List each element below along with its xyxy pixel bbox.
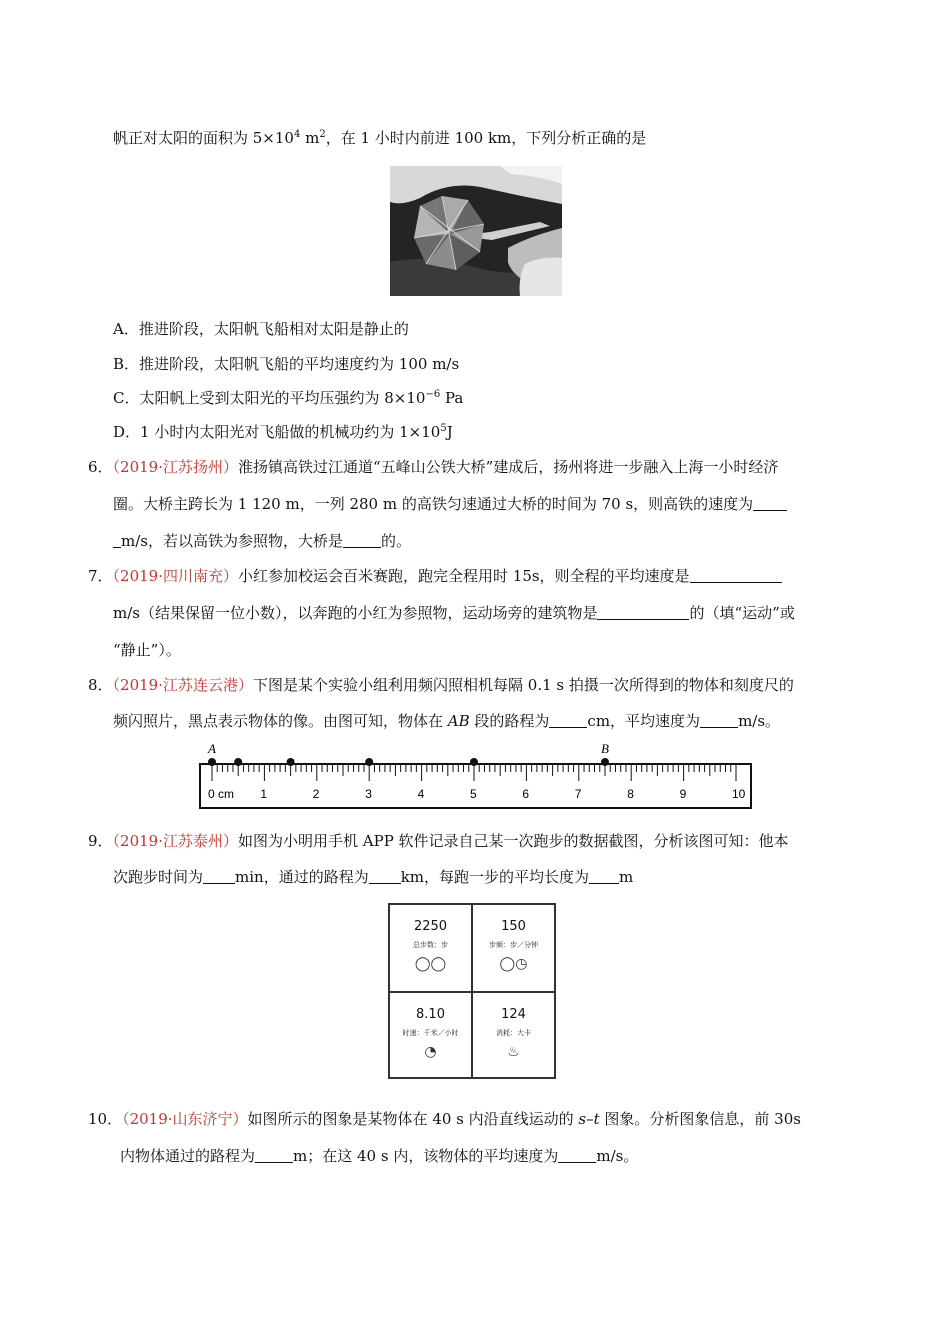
q8-text-1: 下图是某个实验小组利用频闪照相机每隔 0.1 s 拍摄一次所得到的物体和刻度尺的 [253,676,794,694]
q10-text-2a: 内物体通过的路程为 [120,1147,256,1165]
q10-text-1b: 图象。分析图象信息，前 30s [599,1110,801,1128]
q7-number: 7． [88,567,113,585]
q7-line-3: “静止”）。 [113,641,181,659]
strobe-dot [601,758,609,766]
q7-line-1 [88,566,782,586]
q7-text-2b: 的（填“运动”或 [689,604,795,622]
footprints-icon: ◯◯ [414,956,447,972]
q9-blank-time[interactable] [203,869,235,884]
ruler-tick-label: 0 cm [208,787,235,801]
strobe-dot [234,758,242,766]
q8-line-1 [88,675,794,695]
point-a-label: A [208,741,216,756]
q10-blank-distance[interactable] [255,1148,293,1163]
q6-text-2: 圈。大桥主跨长为 1 120 m，一列 280 m 的高铁匀速通过大桥的时间为 70 s，则高铁的速度为 [113,495,754,513]
q10-number: 10． [88,1110,123,1128]
point-b-label: B [601,741,609,756]
steps-value: 2250 [413,919,448,934]
q8-text-2b: 段的路程为 [469,712,550,730]
q9-blank-distance[interactable] [369,869,401,884]
q8-line-2 [113,711,780,731]
q6-blank-speed-cont[interactable] [113,533,121,548]
flame-icon: ♨ [507,1044,520,1060]
cadence-label: 步频：步／分钟 [489,941,538,949]
app-cell-speed [390,993,471,1078]
app-cell-cadence [473,905,554,990]
q5-intro-line [113,128,646,148]
calories-label: 消耗：大卡 [496,1029,531,1037]
q6-line-2 [113,494,787,514]
q9-source: （2019·江苏泰州） [112,832,238,850]
q8-number: 8． [88,676,113,694]
solar-sail-illustration [390,166,562,296]
q8-text-2a: 频闪照片，黑点表示物体的像。由图可知，物体在 [113,712,448,730]
q7-source: （2019·四川南充） [112,567,238,585]
q9-text-2b: min，通过的路程为 [235,868,369,886]
q9-line-1 [88,831,789,851]
q8-source: （2019·江苏连云港） [112,676,253,694]
q5-option-c-unit: Pa [440,389,464,407]
q6-number: 6． [88,458,113,476]
q5-intro-tail: ，在 1 小时内前进 100 km，下列分析正确的是 [325,129,647,147]
q6-line-3 [113,531,411,551]
q7-text-2a: m/s（结果保留一位小数），以奔跑的小红为参照物，运动场旁的建筑物是 [113,604,598,622]
q6-text-3a: m/s，若以高铁为参照物，大桥是 [121,532,343,550]
ruler-tick-label: 9 [679,787,687,801]
strobe-dot [470,758,478,766]
ruler-tick-label: 8 [627,787,634,801]
q10-text-1a: 如图所示的图象是某物体在 40 s 内沿直线运动的 [247,1110,579,1128]
q6-text-1: 淮扬镇高铁过江通道“五峰山公铁大桥”建成后，扬州将进一步融入上海一小时经济 [238,458,779,476]
q5-option-c-text: C．太阳帆上受到太阳光的平均压强约为 8×10 [113,389,426,407]
q6-source: （2019·江苏扬州） [112,458,238,476]
ruler-tick-label: 6 [522,787,530,801]
ruler-tick-label: 1 [260,787,268,801]
ruler-tick-label: 4 [417,787,425,801]
q5-intro-unit: m [300,129,320,147]
speed-value: 8.10 [416,1007,445,1022]
q5-intro-unit-exp: 2 [319,129,326,140]
steps-label: 总步数：步 [413,941,448,949]
q8-blank-distance[interactable] [549,713,587,728]
q9-line-2 [113,867,633,887]
q5-option-a: A．推进阶段，太阳帆飞船相对太阳是静止的 [113,320,409,338]
q9-text-2d: m [619,868,634,886]
q7-line-2 [113,603,795,623]
q8-text-2c: cm，平均速度为 [587,712,701,730]
cadence-value: 150 [501,919,526,934]
calories-value: 124 [501,1007,526,1022]
running-app-screenshot [388,903,556,1079]
q7-blank-speed[interactable] [690,568,782,583]
ruler-tick-label: 10 [732,787,746,801]
ruler-tick-label: 2 [312,787,320,801]
q10-blank-speed[interactable] [558,1148,596,1163]
q10-text-2b: m；在这 40 s 内，该物体的平均速度为 [293,1147,559,1165]
q5-intro-text: 帆正对太阳的面积为 5×10 [113,129,294,147]
strobe-dot [287,758,295,766]
q5-option-d-text: D．1 小时内太阳光对飞船做的机械功约为 1×10 [113,423,441,441]
speed-label: 时速：千米／小时 [402,1029,459,1037]
strobe-dot [208,758,216,766]
q7-blank-state[interactable] [597,605,689,620]
cadence-icon: ◯◷ [499,956,528,972]
q10-line-1 [88,1109,801,1129]
solar-sail-photo [390,166,562,296]
app-cell-calories [473,993,554,1078]
q9-number: 9． [88,832,113,850]
q6-line-1 [88,457,778,477]
q5-option-d [113,422,453,442]
q9-blank-step[interactable] [589,869,619,884]
ruler-figure [198,740,753,812]
ruler-tick-label: 5 [470,787,477,801]
q5-option-c-exp: −6 [425,389,441,400]
ruler-svg [198,740,753,812]
app-cell-steps [390,905,471,990]
q7-text-1: 小红参加校运会百米赛跑，跑完全程用时 15s，则全程的平均速度是 [238,567,690,585]
q8-segment-ab: AB [447,712,470,730]
ruler-tick-label: 3 [365,787,372,801]
q9-text-2a: 次跑步时间为 [113,868,204,886]
q10-source: （2019·山东济宁） [122,1110,248,1128]
q5-option-d-exp: 5 [440,423,447,434]
app-grid-horizontal-divider [390,991,554,993]
q10-text-2c: m/s。 [596,1147,639,1165]
q9-text-1: 如图为小明用手机 APP 软件记录自己某一次跑步的数据截图，分析该图可知：他本 [238,832,789,850]
q10-line-2 [120,1146,638,1166]
q10-st-graph: s–t [578,1110,600,1128]
q6-blank-speed[interactable] [753,496,787,511]
q5-option-c [113,388,463,408]
ruler-tick-label: 7 [574,787,582,801]
speedometer-icon: ◔ [424,1044,437,1060]
q6-text-3b: 的。 [380,532,411,550]
q8-blank-speed[interactable] [700,713,738,728]
q8-text-2d: m/s。 [738,712,781,730]
q5-intro-exp: 4 [293,129,301,140]
strobe-dot [365,758,373,766]
q5-option-b: B．推进阶段，太阳帆飞船的平均速度约为 100 m/s [113,355,460,373]
q6-blank-state[interactable] [343,533,381,548]
q9-text-2c: km，每跑一步的平均长度为 [400,868,590,886]
q5-option-d-unit: J [446,423,453,441]
